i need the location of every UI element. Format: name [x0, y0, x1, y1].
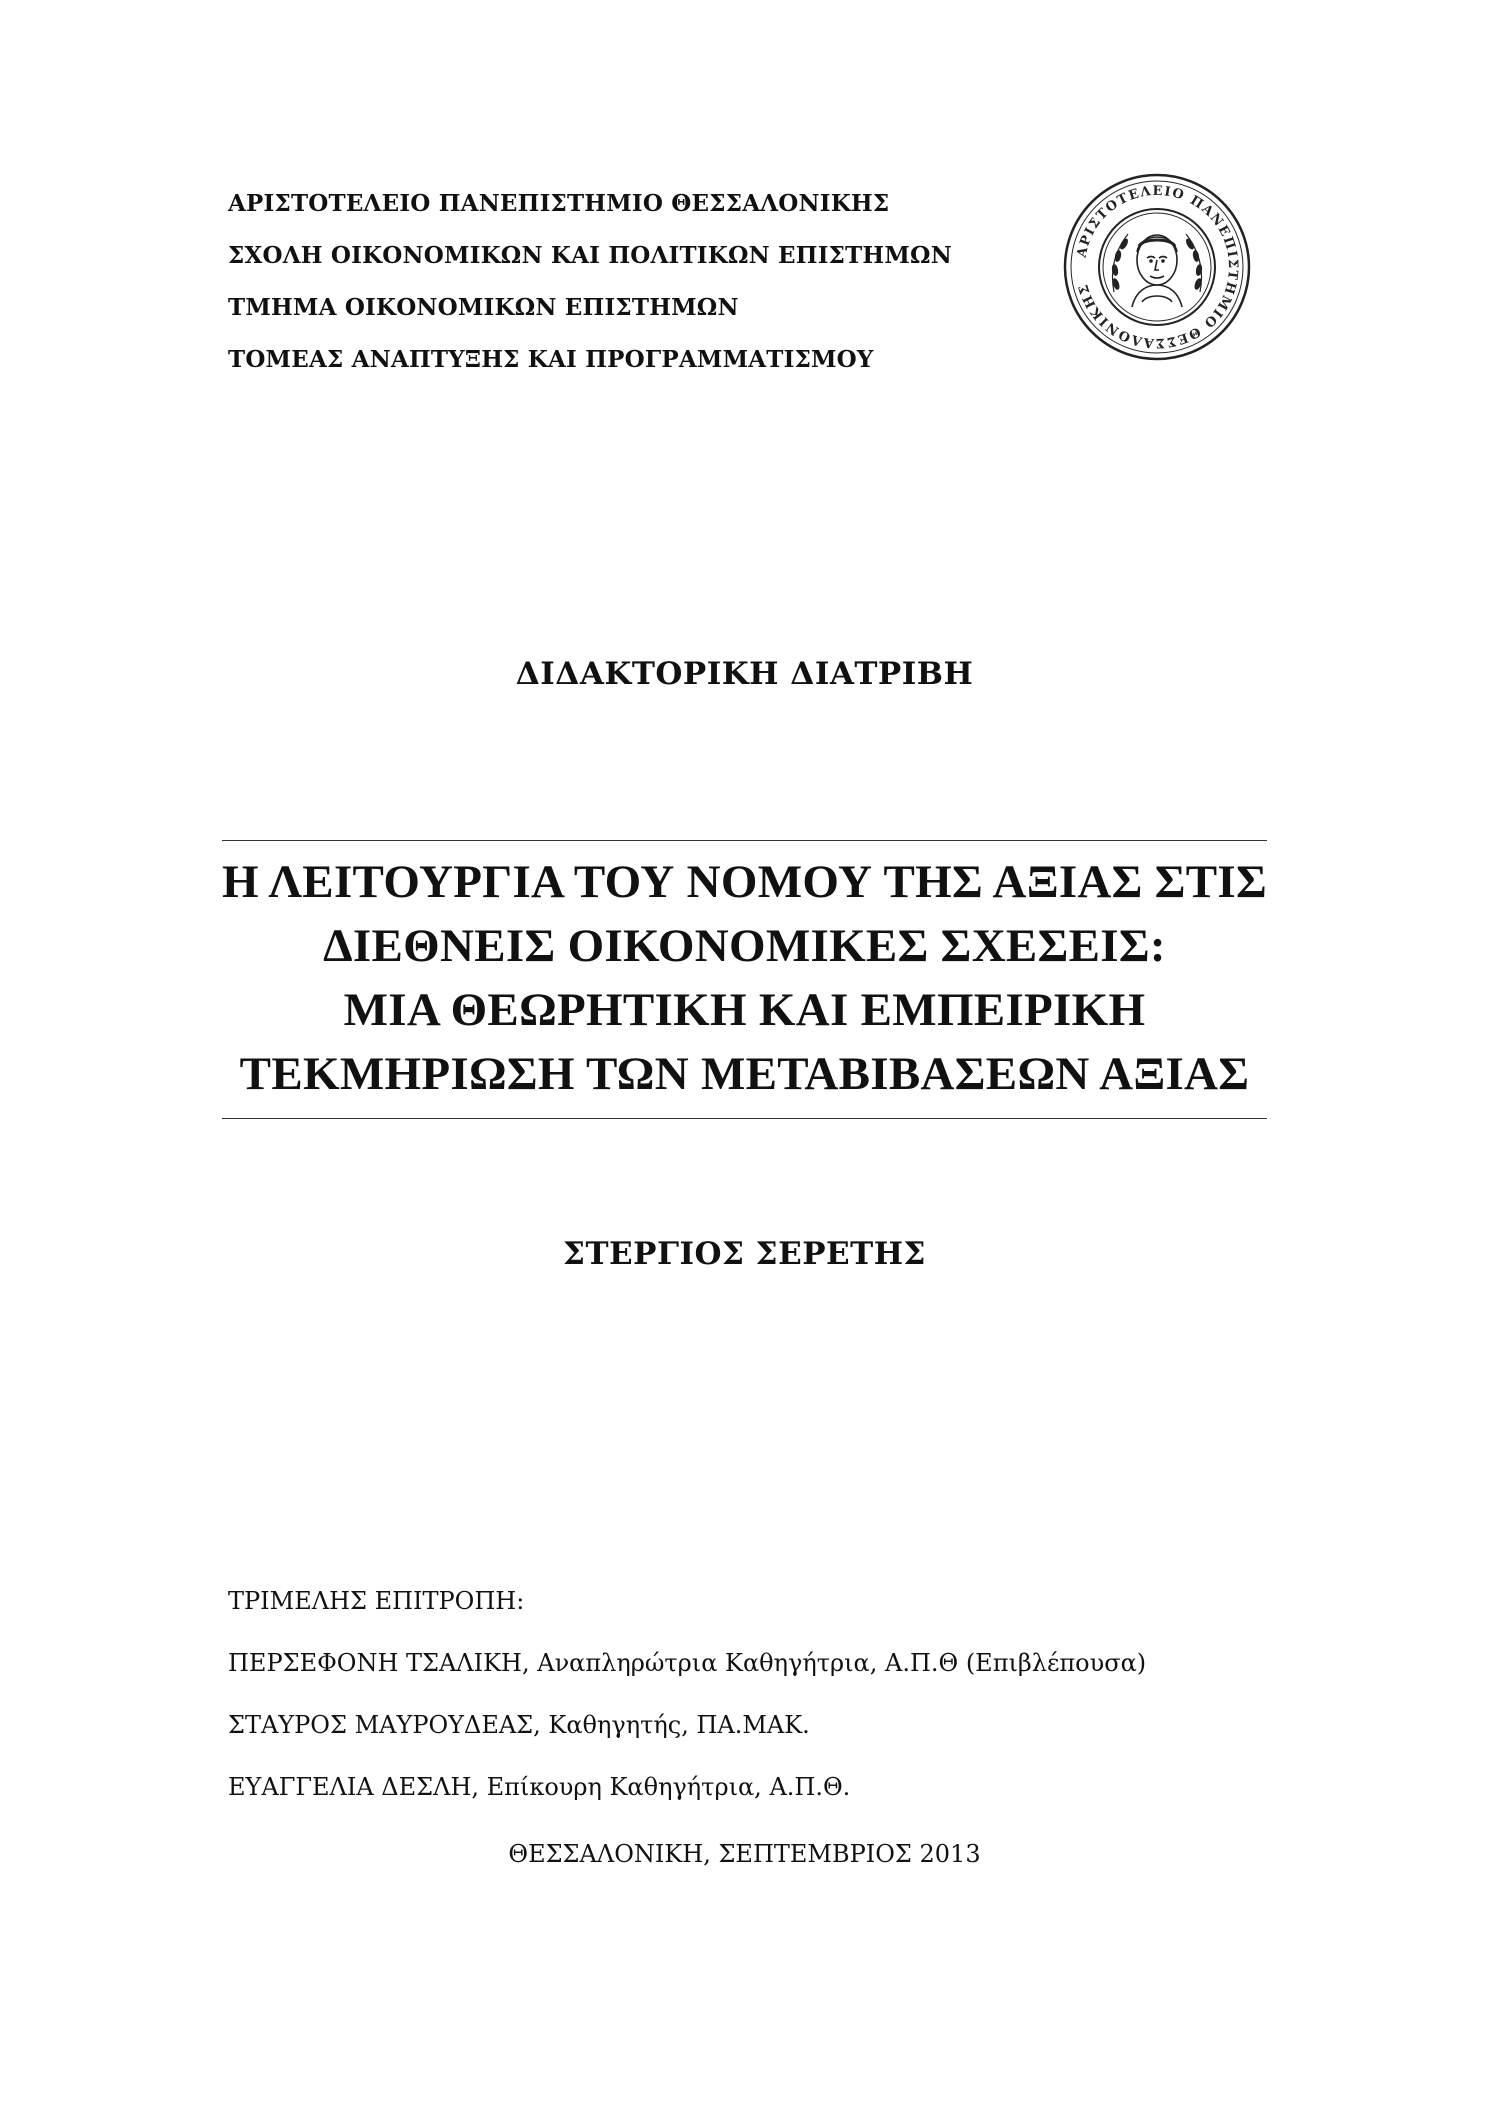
- committee-member: ΣΤΑΥΡΟΣ ΜΑΥΡΟΥΔΕΑΣ, Καθηγητής, ΠΑ.ΜΑΚ.: [228, 1711, 810, 1739]
- institution-header: [228, 178, 1028, 386]
- department-name: ΤΜΗΜΑ ΟΙΚΟΝΟΜΙΚΩΝ ΕΠΙΣΤΗΜΩΝ: [228, 294, 739, 321]
- thesis-title: [222, 850, 1267, 1106]
- title-top-rule: [222, 840, 1267, 841]
- thesis-title-block: [222, 840, 1267, 1118]
- school-name: ΣΧΟΛΗ ΟΙΚΟΝΟΜΙΚΩΝ ΚΑΙ ΠΟΛΙΤΙΚΩΝ ΕΠΙΣΤΗΜΩΝ: [228, 242, 952, 269]
- committee-member: ΠΕΡΣΕΦΟΝΗ ΤΣΑΛΙΚΗ, Αναπληρώτρια Καθηγήτρια, Α.Π.Θ (Επιβλέπουσα): [228, 1649, 1147, 1677]
- seal-graphic: [1062, 172, 1252, 362]
- author-name: ΣΤΕΡΓΙΟΣ ΣΕΡΕΤΗΣ: [563, 1236, 926, 1272]
- title-line: Η ΛΕΙΤΟΥΡΓΙΑ ΤΟΥ ΝΟΜΟΥ ΤΗΣ ΑΞΙΑΣ ΣΤΙΣ: [222, 856, 1268, 908]
- document-type: ΔΙΔΑΚΤΟΡΙΚΗ ΔΙΑΤΡΙΒΗ: [515, 656, 974, 692]
- place-and-date: ΘΕΣΣΑΛΟΝΙΚΗ, ΣΕΠΤΕΜΒΡΙΟΣ 2013: [508, 1840, 981, 1868]
- title-line: ΔΙΕΘΝΕΙΣ ΟΙΚΟΝΟΜΙΚΕΣ ΣΧΕΣΕΙΣ:: [323, 920, 1166, 972]
- university-seal-icon: [1062, 172, 1252, 362]
- title-bottom-rule: [222, 1118, 1267, 1119]
- committee-heading: ΤΡΙΜΕΛΗΣ ΕΠΙΤΡΟΠΗ:: [228, 1587, 525, 1615]
- committee-member: ΕΥΑΓΓΕΛΙΑ ΔΕΣΛΗ, Επίκουρη Καθηγήτρια, Α.Π.Θ.: [228, 1773, 851, 1801]
- university-name: ΑΡΙΣΤΟΤΕΛΕΙΟ ΠΑΝΕΠΙΣΤΗΜΙΟ ΘΕΣΣΑΛΟΝΙΚΗΣ: [228, 190, 890, 217]
- committee-section: [228, 1570, 1328, 1818]
- seal-ring-text: ΑΡΙΣΤΟΤΕΛΕΙΟ ΠΑΝΕΠΙΣΤΗΜΙΟ ΘΕΣΣΑΛΟΝΙΚΗΣ: [1074, 183, 1241, 351]
- title-line: ΜΙΑ ΘΕΩΡΗΤΙΚΗ ΚΑΙ ΕΜΠΕΙΡΙΚΗ: [343, 984, 1146, 1036]
- title-line: ΤΕΚΜΗΡΙΩΣΗ ΤΩΝ ΜΕΤΑΒΙΒΑΣΕΩΝ ΑΞΙΑΣ: [239, 1048, 1250, 1100]
- sector-name: ΤΟΜΕΑΣ ΑΝΑΠΤΥΞΗΣ ΚΑΙ ΠΡΟΓΡΑΜΜΑΤΙΣΜΟΥ: [228, 346, 874, 373]
